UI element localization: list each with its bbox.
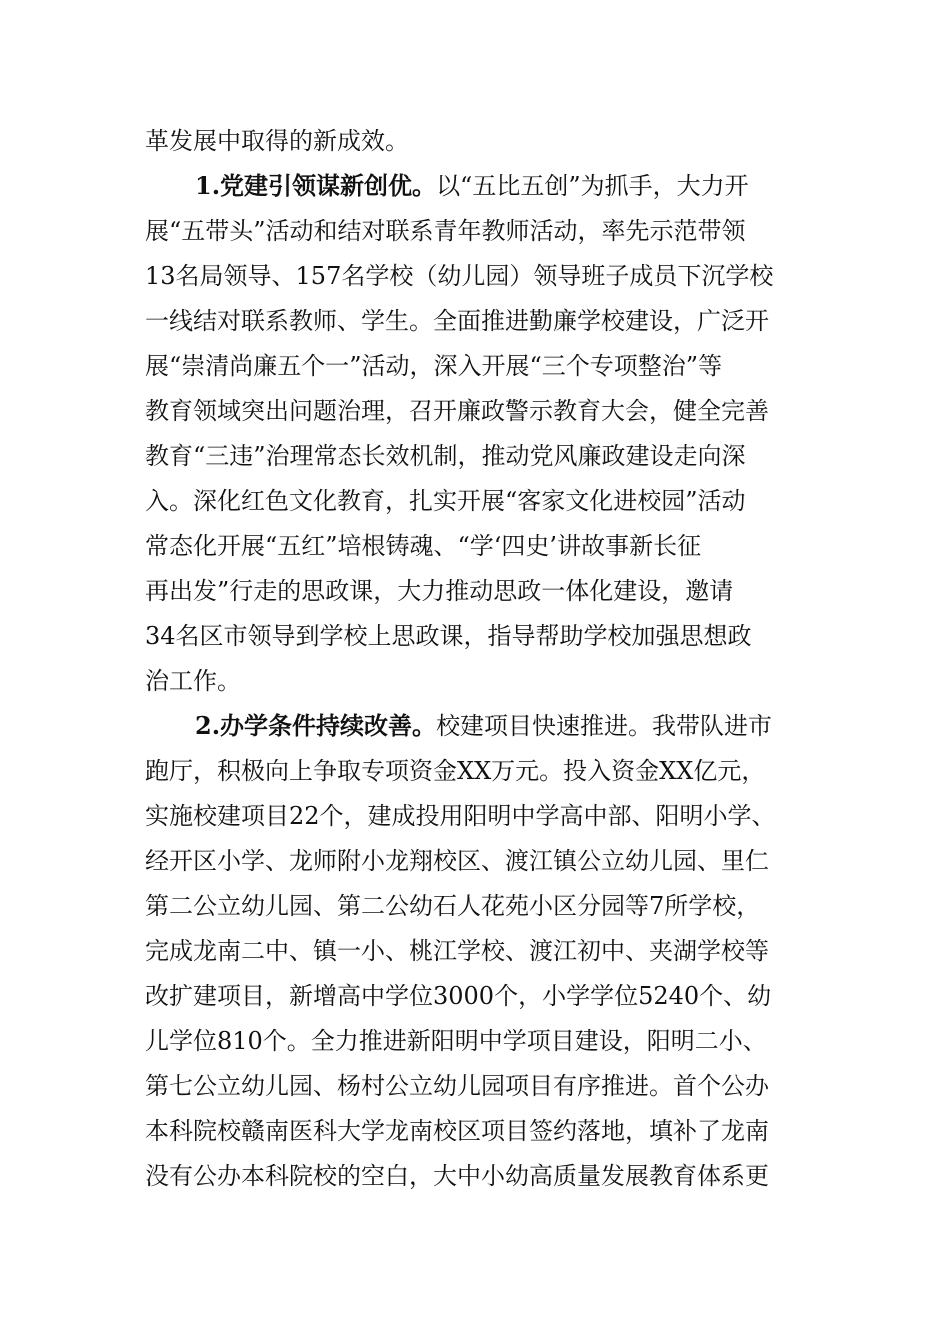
text-line: 儿学位810个。全力推进新阳明中学项目建设，阳明二小、 [145,1027,767,1055]
text-span: 以“五比五创”为抓手，大力开 [436,172,749,200]
text-line: 实施校建项目22个，建成投用阳明中学高中部、阳明小学、 [145,802,776,830]
text-line: 第二公立幼儿园、第二公幼石人花苑小区分园等7所学校， [145,892,761,920]
text-line: 本科院校赣南医科大学龙南校区项目签约落地，填补了龙南 [145,1117,769,1145]
text-line: 展“崇清尚廉五个一”活动，深入开展“三个专项整治”等 [145,352,723,380]
text-line: 常态化开展“五红”培根铸魂、“学‘四史’讲故事新长征 [145,532,702,560]
text-span: 校建项目快速推进。我带队进市 [436,712,773,740]
text-line: 第七公立幼儿园、杨村公立幼儿园项目有序推进。首个公办 [145,1072,769,1100]
section-heading: 1.党建引领谋新创优。 [195,171,437,200]
text-line: 治工作。 [145,667,241,695]
text-line: 没有公办本科院校的空白，大中小幼高质量发展教育体系更 [145,1162,769,1190]
text-line: 革发展中取得的新成效。 [145,127,409,155]
paragraph-first-line [195,706,825,746]
text-line: 再出发”行走的思政课，大力推动思政一体化建设，邀请 [145,577,734,605]
section-heading: 2.办学条件持续改善。 [195,711,437,740]
text-line: 完成龙南二中、镇一小、桃江学校、渡江初中、夹湖学校等 [145,937,769,965]
text-line: 改扩建项目，新增高中学位3000个，小学学位5240个、幼 [145,982,772,1010]
text-line: 13名局领导、157名学校（幼儿园）领导班子成员下沉学校 [145,262,774,290]
text-line: 经开区小学、龙师附小龙翔校区、渡江镇公立幼儿园、里仁 [145,847,769,875]
paragraph-first-line [195,166,825,206]
text-line: 跑厅，积极向上争取专项资金XX万元。投入资金XX亿元， [145,757,766,785]
text-line: 教育“三违”治理常态长效机制，推动党风廉政建设走向深 [145,442,746,470]
text-line: 一线结对联系教师、学生。全面推进勤廉学校建设，广泛开 [145,307,769,335]
text-line: 入。深化红色文化教育，扎实开展“客家文化进校园”活动 [145,487,746,515]
text-line: 34名区市领导到学校上思政课，指导帮助学校加强思想政 [145,622,752,650]
text-line: 展“五带头”活动和结对联系青年教师活动，率先示范带领 [145,217,746,245]
text-line: 教育领域突出问题治理，召开廉政警示教育大会，健全完善 [145,397,769,425]
